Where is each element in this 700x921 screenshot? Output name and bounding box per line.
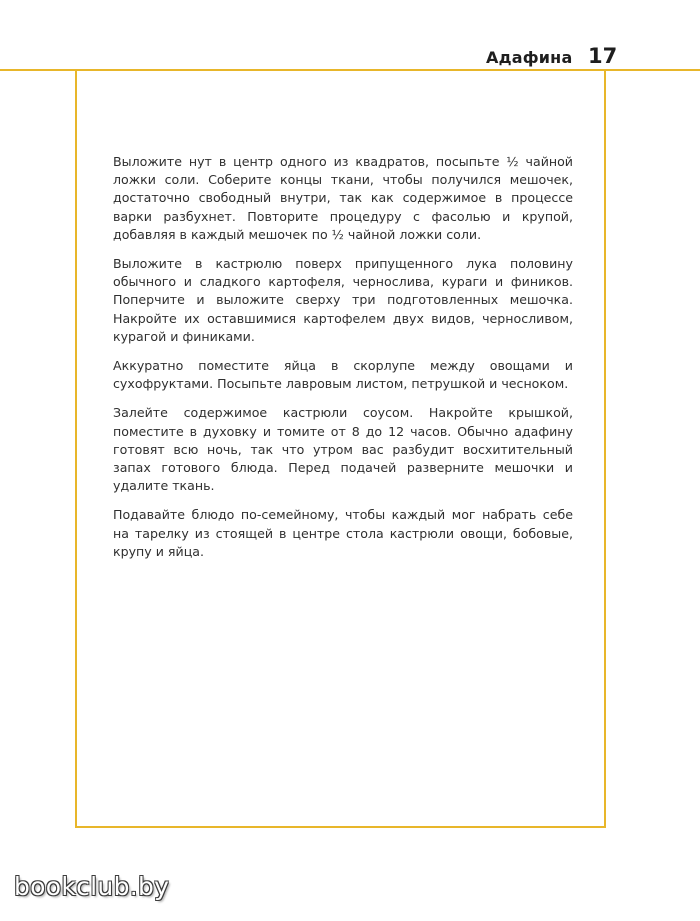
paragraph: Подавайте блюдо по-семейному, чтобы каждый мог набрать себе на тарелку из стоящей в центре стола кастрюли овощи, бобовые, крупу и яйца.: [113, 507, 573, 559]
recipe-text: [113, 153, 573, 572]
watermark: bookclub.by: [14, 872, 170, 901]
paragraph: Аккуратно поместите яйца в скорлупе между овощами и сухофруктами. Посыпьте лавровым листом, петрушкой и чесноком.: [113, 358, 573, 392]
paragraph: Выложите нут в центр одного из квадратов, посыпьте ½ чайной ложки соли. Соберите концы ткани, чтобы получился мешочек, достаточно свободный внутри, так как содержимое в процессе варки разбухнет. Повторите процедуру с фасолью и крупой, добавляя в каждый мешочек по ½ чайной ложки соли.: [113, 154, 573, 242]
running-title: Адафина: [486, 48, 573, 67]
paragraph: Выложите в кастрюлю поверх припущенного лука половину обычного и сладкого картофеля, чернослива, кураги и фиников. Поперчите и выложите сверху три подготовленных мешочка. Накройте их оставшимися картофелем двух видов, черносливом, курагой и финиками.: [113, 256, 573, 344]
page-number: 17: [588, 44, 618, 68]
paragraph: Залейте содержимое кастрюли соусом. Накройте крышкой, поместите в духовку и томите от 8 до 12 часов. Обычно адафину готовят всю ночь, так что утром вас разбудит восхитительный запах готового блюда. Перед подачей разверните мешочки и удалите ткань.: [113, 405, 573, 494]
